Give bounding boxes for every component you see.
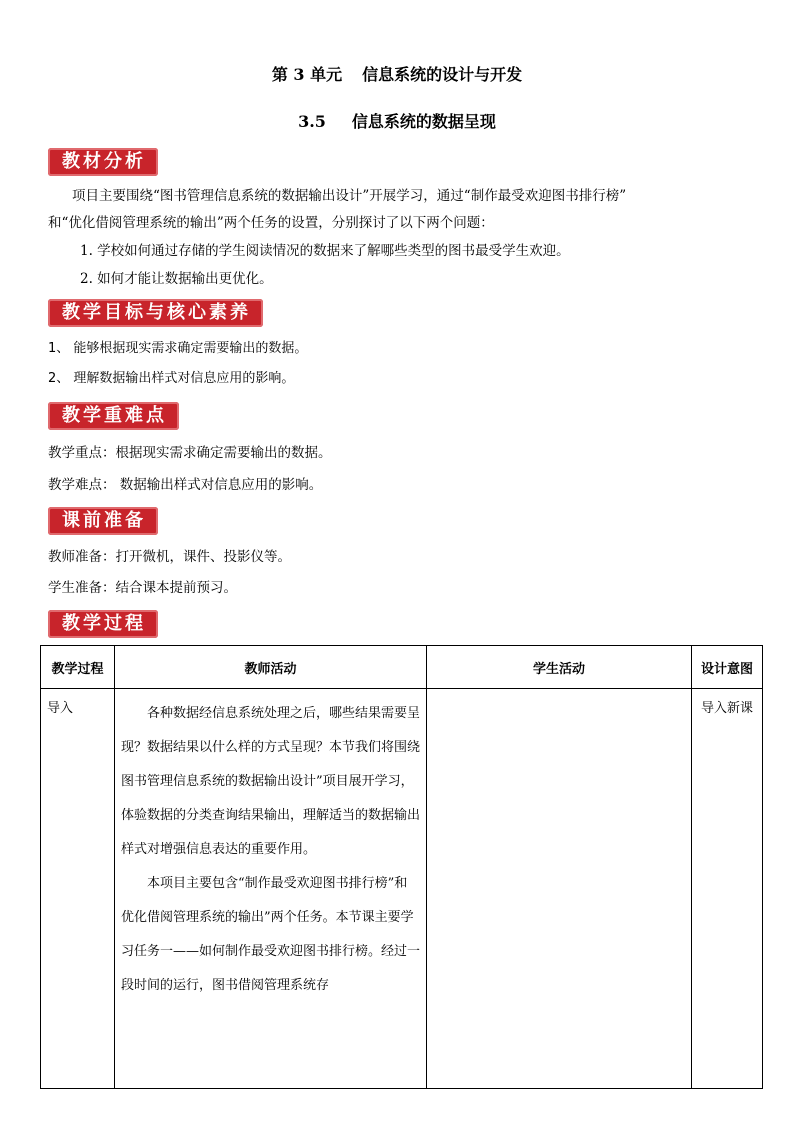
unit-name: 信息系统的设计与开发 — [362, 65, 523, 84]
cell-teacher-activity — [115, 689, 427, 1089]
teaching-difficulty: 教学难点： 数据输出样式对信息应用的影响。 — [48, 477, 323, 493]
goal-item-1: 1、 能够根据现实需求确定需要输出的数据。 — [48, 341, 308, 356]
unit-title — [0, 62, 794, 85]
teacher-activity-paragraph-2: 本项目主要包含“制作最受欢迎图书排行榜”和优化借阅管理系统的输出”两个任务。本节课主要学习任务一——如何制作最受欢迎图书排行榜。经过一段时间的运行，图书借阅管理系统存 — [121, 876, 421, 993]
process-table — [40, 645, 763, 1089]
goal-item-2: 2、 理解数据输出样式对信息应用的影响。 — [48, 371, 295, 386]
header-design-intent: 设计意图 — [692, 646, 763, 689]
analysis-item-2: 2. 如何才能让数据输出更优化。 — [80, 271, 273, 287]
section-banner-analysis: 教材分析 — [48, 148, 158, 176]
cell-design-intent: 导入新课 — [692, 689, 763, 1089]
section-banner-goals: 教学目标与核心素养 — [48, 299, 263, 327]
table-header-row — [41, 646, 763, 689]
teacher-prep: 教师准备：打开微机，课件、投影仪等。 — [48, 549, 291, 565]
header-teacher-activity: 教师活动 — [115, 646, 427, 689]
teacher-activity-paragraph-1: 各种数据经信息系统处理之后，哪些结果需要呈现？数据结果以什么样的方式呈现？本节我们将围绕图书管理信息系统的数据输出设计”项目展开学习，体验数据的分类查询结果输出，理解适当的数据输出样式对增强信息表达的重要作用。 — [121, 706, 421, 857]
section-banner-process: 教学过程 — [48, 610, 158, 638]
section-banner-keypoints: 教学重难点 — [48, 402, 179, 430]
lesson-name: 信息系统的数据呈现 — [351, 112, 496, 131]
student-prep: 学生准备：结合课本提前预习。 — [48, 580, 237, 596]
header-stage: 教学过程 — [41, 646, 115, 689]
analysis-paragraph-line1: 项目主要围绕“图书管理信息系统的数据输出设计”开展学习，通过“制作最受欢迎图书排行榜” — [72, 188, 627, 204]
unit-number: 第 3 单元 — [271, 65, 343, 84]
section-banner-prep: 课前准备 — [48, 507, 158, 535]
lesson-title — [0, 109, 794, 132]
cell-student-activity — [427, 689, 692, 1089]
cell-stage: 导入 — [41, 689, 115, 1089]
table-row — [41, 689, 763, 1089]
analysis-paragraph-line2: 和“优化借阅管理系统的输出”两个任务的设置，分别探讨了以下两个问题： — [48, 215, 494, 231]
analysis-item-1: 1. 学校如何通过存储的学生阅读情况的数据来了解哪些类型的图书最受学生欢迎。 — [80, 243, 570, 259]
teaching-focus: 教学重点：根据现实需求确定需要输出的数据。 — [48, 445, 332, 461]
lesson-number: 3.5 — [298, 112, 326, 131]
header-student-activity: 学生活动 — [427, 646, 692, 689]
